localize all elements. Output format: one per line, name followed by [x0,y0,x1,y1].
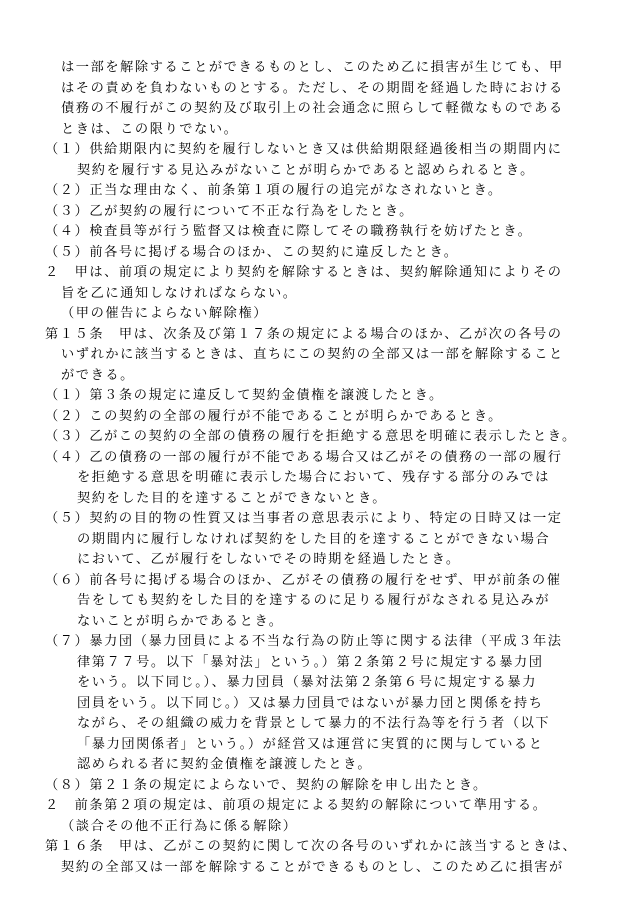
text-line: をいう。以下同じ。）、暴力団員（暴対法第２条第６号に規定する暴力 [77,675,537,690]
text-line: （１）第３条の規定に違反して契約金債権を譲渡したとき。 [45,388,444,403]
text-line: ができる。 [61,367,135,383]
text-line: 契約を履行する見込みがないことが明らかであると認められるとき。 [77,162,535,178]
text-line: ないことが明らかであるとき。 [77,613,284,629]
text-line: ２ 甲は、前項の規定により契約を解除するときは、契約解除通知によりその [45,265,563,280]
text-line: （８）第２１条の規定によらないで、契約の解除を申し出たとき。 [45,777,488,793]
text-line: （５）契約の目的物の性質又は当事者の意思表示により、特定の日時又は一定 [45,511,563,526]
text-line: において、乙が履行をしないでその時期を経過したとき。 [77,552,461,567]
text-line: （７）暴力団（暴力団員による不当な行為の防止等に関する法律（平成３年法 [45,634,563,649]
text-line: を拒絶する意思を明確に表示した場合において、残存する部分のみでは [77,470,550,485]
text-line: ながら、その組織の威力を背景として暴力的不法行為等を行う者（以下 [77,716,551,731]
text-line: の期間内に履行しなければ契約をした目的を達することができない場合 [77,531,551,547]
text-line: （４）検査員等が行う監督又は検査に際してその職務執行を妨げたとき。 [45,224,533,239]
text-line: （談合その他不正行為に係る解除） [61,818,298,834]
text-line: （３）乙がこの契約の全部の債務の履行を拒絶する意思を明確に表示したとき。 [45,429,577,444]
text-line: 契約をした目的を達することができないとき。 [77,490,388,506]
text-line: 告をしても契約をした目的を達するのに足りる履行がなされる見込みが [77,593,551,608]
text-line: 契約の全部又は一部を解除することができるものとし、このため乙に損害が [61,859,564,875]
text-line: 旨を乙に通知しなければならない。 [61,285,298,301]
text-line: （２）この契約の全部の履行が不能であることが明らかであるとき。 [45,408,503,424]
text-line: はその責めを負わないものとする。ただし、その期間を経過した時における [61,80,564,96]
text-line: いずれかに該当するときは、直ちにこの契約の全部又は一部を解除すること [61,347,564,362]
text-line: 認められる者に契約金債権を譲渡したとき。 [77,757,373,772]
text-line: （２）正当な理由なく、前条第１項の履行の追完がなされないとき。 [45,183,503,198]
text-line: は一部を解除することができるものとし、このため乙に損害が生じても、甲 [61,60,564,75]
text-line: （６）前各号に掲げる場合のほか、乙がその債務の履行をせず、甲が前条の催 [45,572,562,588]
text-line: （３）乙が契約の履行について不正な行為をしたとき。 [45,203,414,219]
text-line: 第１６条 甲は、乙がこの契約に関して次の各号のいずれかに該当するときは、 [45,839,578,854]
text-line: 債務の不履行がこの契約及び取引上の社会通念に照らして軽微なものである [61,101,564,116]
text-line: （１）供給期限内に契約を履行しないとき又は供給期限経過後相当の期間内に [45,142,563,157]
text-line: （４）乙の債務の一部の履行が不能である場合又は乙がその債務の一部の履行 [45,449,563,465]
text-line: （甲の催告によらない解除権） [61,306,269,321]
text-line: 「暴力団関係者」という。）が経営又は運営に実質的に関与していると [77,736,544,752]
text-line: 団員をいう。以下同じ。）又は暴力団員ではないが暴力団と関係を持ち [77,695,544,711]
text-line: （５）前各号に掲げる場合のほか、この契約に違反したとき。 [45,244,459,260]
text-line: ２ 前条第２項の規定は、前項の規定による契約の解除について準用する。 [45,798,548,813]
text-line: 律第７７号。以下「暴対法」という。）第２条第２号に規定する暴力団 [77,654,544,670]
text-line: ときは、この限りでない。 [61,121,239,137]
text-line: 第１５条 甲は、次条及び第１７条の規定による場合のほか、乙が次の各号の [45,326,563,342]
